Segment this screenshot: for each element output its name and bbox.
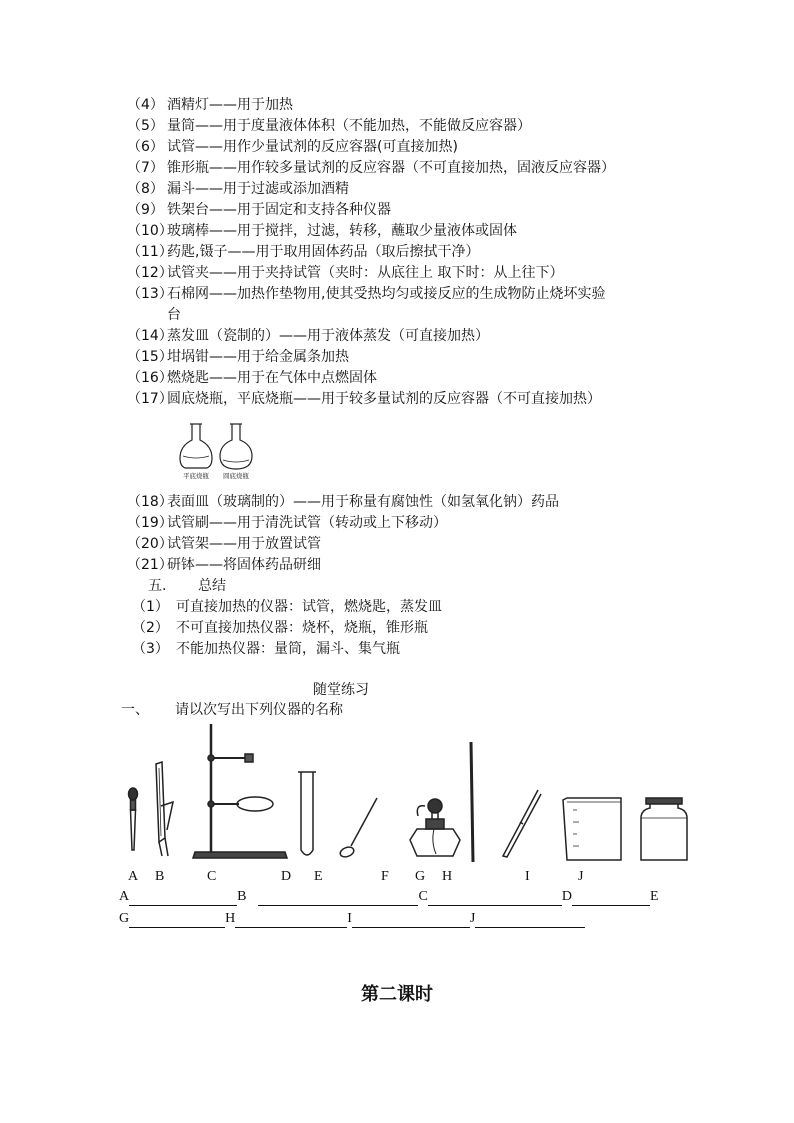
list-item: （1） 可直接加热的仪器：试管，燃烧匙，蒸发皿 bbox=[132, 599, 442, 615]
list-item: （12）试管夹——用于夹持试管（夹时：从底往上 取下时：从上往下） bbox=[127, 265, 564, 281]
answer-blank-g[interactable] bbox=[129, 913, 225, 928]
list-item: （15）坩埚钳——用于给金属条加热 bbox=[127, 349, 349, 365]
label-c: C bbox=[207, 869, 217, 884]
list-item: （2） 不可直接加热仪器：烧杯，烧瓶，锥形瓶 bbox=[132, 620, 428, 636]
answer-blank-a[interactable] bbox=[129, 891, 237, 906]
lesson-2-heading: 第二课时 bbox=[361, 984, 433, 1005]
apparatus-illustration bbox=[115, 718, 695, 868]
label-d: D bbox=[281, 869, 292, 884]
label-b: B bbox=[155, 869, 165, 884]
list-item: （13）石棉网——加热作垫物用,使其受热均匀或接反应的生成物防止烧坏实验 bbox=[127, 286, 606, 302]
label-a: A bbox=[128, 869, 139, 884]
test-tube-clamp-icon bbox=[156, 762, 173, 856]
list-item: （16）燃烧匙——用于在气体中点燃固体 bbox=[127, 370, 377, 386]
answer-blank-b[interactable] bbox=[258, 891, 418, 906]
list-item: （18）表面皿（玻璃制的）——用于称量有腐蚀性（如氢氧化钠）药品 bbox=[127, 494, 559, 510]
list-item: （8） 漏斗——用于过滤或添加酒精 bbox=[127, 181, 349, 197]
label-e: E bbox=[314, 869, 323, 884]
answer-blank-d[interactable] bbox=[572, 891, 650, 906]
glass-rod-icon bbox=[471, 742, 473, 862]
list-item: （4） 酒精灯——用于加热 bbox=[127, 97, 293, 113]
list-item: （19）试管刷——用于清洗试管（转动或上下移动） bbox=[127, 515, 447, 531]
list-item: （11）药匙,镊子——用于取用固体药品（取后擦拭干净） bbox=[127, 244, 480, 260]
list-item: （21）研钵——将固体药品研细 bbox=[127, 557, 321, 573]
list-item: （5） 量筒——用于度量液体体积（不能加热，不能做反应容器） bbox=[127, 118, 531, 134]
answer-blank-c[interactable] bbox=[428, 891, 562, 906]
list-item: （6） 试管——用作少量试剂的反应容器(可直接加热) bbox=[127, 139, 458, 155]
question-heading: 一、 请以次写出下列仪器的名称 bbox=[121, 702, 343, 718]
round-flask-label: 圆底烧瓶 bbox=[223, 472, 249, 480]
dropper-icon bbox=[129, 788, 138, 850]
list-item: （7） 锥形瓶——用作较多量试剂的反应容器（不可直接加热，固液反应容器） bbox=[127, 160, 615, 176]
list-item: （10）玻璃棒——用于搅拌，过滤，转移，蘸取少量液体或固体 bbox=[127, 223, 517, 239]
medicine-spoon-icon bbox=[339, 798, 377, 859]
label-h: H bbox=[442, 869, 453, 884]
beaker-icon bbox=[563, 798, 621, 860]
list-item: （14）蒸发皿（瓷制的）——用于液体蒸发（可直接加热） bbox=[127, 328, 489, 344]
answer-blank-h[interactable] bbox=[235, 913, 347, 928]
tweezers-icon bbox=[503, 790, 541, 857]
answer-row-2: G H I J bbox=[119, 910, 585, 928]
list-item: （20）试管架——用于放置试管 bbox=[127, 536, 321, 552]
alcohol-lamp-icon bbox=[410, 799, 460, 856]
label-i: I bbox=[525, 869, 530, 884]
round-bottom-flask-icon bbox=[220, 424, 252, 469]
answer-blank-j[interactable] bbox=[475, 913, 585, 928]
test-tube-icon bbox=[298, 772, 316, 855]
label-f: F bbox=[381, 869, 389, 884]
gas-bottle-icon bbox=[641, 798, 687, 860]
flat-flask-label: 平底烧瓶 bbox=[183, 472, 209, 480]
list-item: （3） 不能加热仪器：量筒，漏斗、集气瓶 bbox=[132, 641, 400, 657]
list-item-continuation: 台 bbox=[167, 307, 181, 323]
flat-bottom-flask-icon bbox=[180, 424, 212, 468]
list-item: （17）圆底烧瓶，平底烧瓶——用于较多量试剂的反应容器（不可直接加热） bbox=[127, 391, 601, 407]
flask-illustration bbox=[176, 420, 256, 482]
summary-heading: 五. 总结 bbox=[148, 578, 226, 594]
iron-stand-icon bbox=[193, 724, 287, 858]
label-j: J bbox=[578, 869, 584, 884]
answer-blank-i[interactable] bbox=[352, 913, 470, 928]
list-item: （9） 铁架台——用于固定和支持各种仪器 bbox=[127, 202, 391, 218]
label-g: G bbox=[415, 869, 426, 884]
practice-title: 随堂练习 bbox=[313, 682, 369, 698]
answer-row-1: A B C D E bbox=[119, 889, 659, 904]
